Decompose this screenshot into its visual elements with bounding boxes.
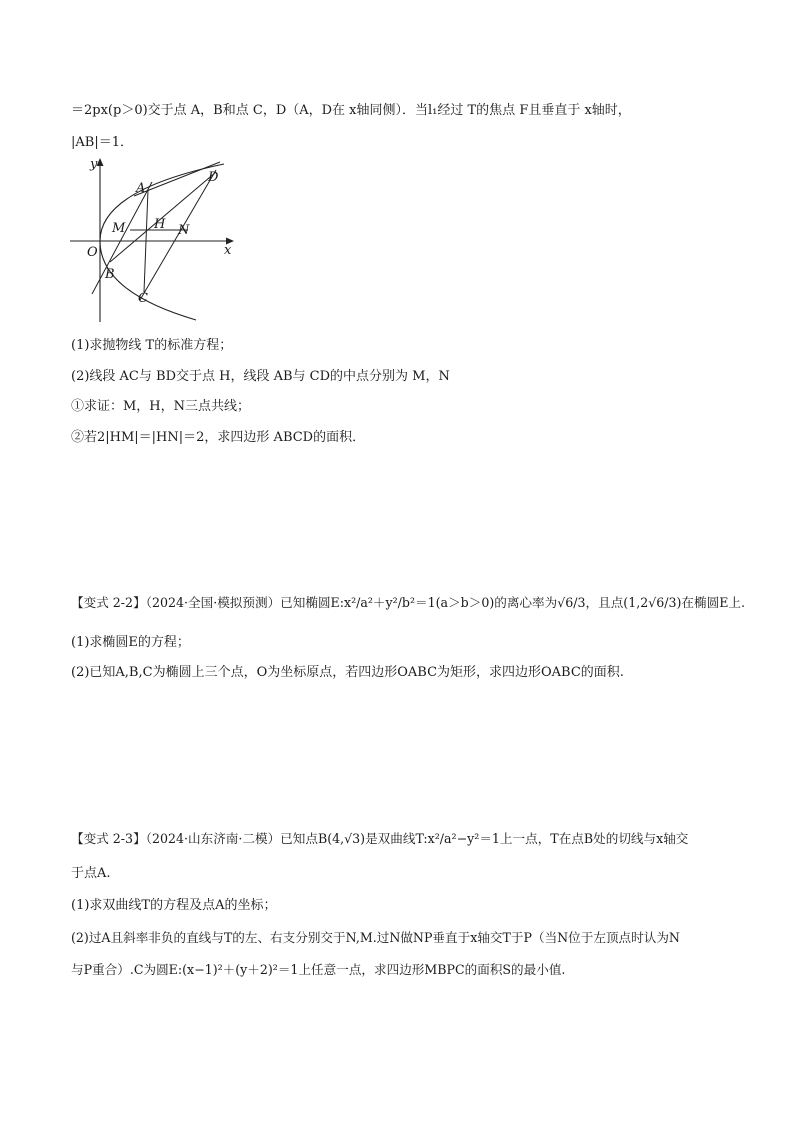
problem3-question-2-line1: (2)过A且斜率非负的直线与T的左、右支分别交于N,M.过N做NP垂直于x轴交T于P（当N位于左顶点时认为N — [71, 930, 680, 945]
problem3-statement-line1: 【变式 2-3】（2024·山东济南·二模）已知点B(4,√3)是双曲线T:x²/a²−y²＝1上一点，T在点B处的切线与x轴交 — [71, 831, 689, 846]
label-M: M — [112, 221, 126, 236]
problem1-intro-line2: |AB|＝1． — [71, 135, 133, 150]
label-A: A — [136, 181, 146, 196]
y-axis-arrow — [97, 158, 104, 166]
problem1-question-1: (1)求抛物线 T的标准方程； — [71, 338, 233, 353]
problem3-question-1: (1)求双曲线T的方程及点A的坐标； — [71, 898, 277, 913]
problem2-statement: 【变式 2-2】（2024·全国·模拟预测）已知椭圆E:x²/a²＋y²/b²＝1(a＞b＞0)的离心率为√6/3，且点(1,2√6/3)在椭圆E上. — [71, 595, 746, 610]
label-y: y — [90, 157, 98, 172]
problem2-question-1: (1)求椭圆E的方程； — [71, 635, 190, 650]
problem3-statement-line2: 于点A. — [71, 866, 111, 881]
parabola-figure — [70, 152, 240, 324]
label-B: B — [105, 267, 115, 282]
label-D: D — [208, 170, 219, 185]
problem1-question-2-i: ①求证：M，H，N三点共线； — [71, 399, 251, 414]
label-x: x — [224, 243, 232, 258]
problem1-intro-line1: ＝2px(p＞0)交于点 A，B和点 C，D（A，D在 x轴同侧）．当l₁经过 T的焦点 F且垂直于 x轴时， — [71, 103, 631, 118]
problem2-question-2: (2)已知A,B,C为椭圆上三个点，O为坐标原点，若四边形OABC为矩形，求四边形OABC的面积. — [71, 665, 624, 680]
label-N: N — [178, 223, 190, 238]
problem1-question-2: (2)线段 AC与 BD交于点 H，线段 AB与 CD的中点分别为 M，N — [71, 369, 450, 384]
line-AB — [92, 182, 152, 294]
problem1-question-2-ii: ②若2|HM|＝|HN|＝2，求四边形 ABCD的面积． — [71, 430, 366, 445]
label-H: H — [154, 217, 166, 232]
label-O: O — [87, 245, 98, 260]
problem3-question-2-line2: 与P重合）.C为圆E:(x−1)²＋(y＋2)²＝1上任意一点，求四边形MBPC的面积S的最小值. — [71, 962, 566, 977]
label-C: C — [138, 291, 148, 306]
